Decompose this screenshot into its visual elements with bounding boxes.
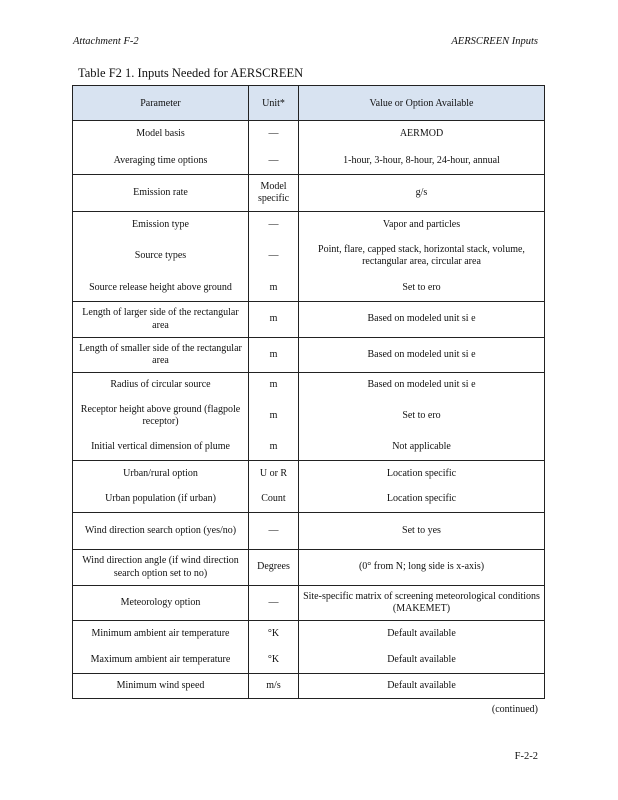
unit-cell: — bbox=[249, 238, 299, 275]
table-row bbox=[73, 550, 545, 586]
table-row bbox=[73, 621, 545, 647]
value-cell: Site-specific matrix of screening meteorological conditions (MAKEMET) bbox=[299, 586, 545, 621]
column-header-parameter: Parameter bbox=[73, 86, 249, 121]
value-cell: Set to ero bbox=[299, 398, 545, 435]
table-row bbox=[73, 398, 545, 435]
column-header-value: Value or Option Available bbox=[299, 86, 545, 121]
unit-cell: m bbox=[249, 338, 299, 373]
inputs-table bbox=[72, 85, 545, 699]
value-cell: Location specific bbox=[299, 487, 545, 513]
column-header-unit: Unit* bbox=[249, 86, 299, 121]
value-cell: g/s bbox=[299, 175, 545, 212]
parameter-cell: Source types bbox=[73, 238, 249, 275]
table-row bbox=[73, 121, 545, 148]
table-row bbox=[73, 148, 545, 175]
parameter-cell: Emission type bbox=[73, 212, 249, 238]
table-row bbox=[73, 238, 545, 275]
table-row bbox=[73, 275, 545, 302]
table-row bbox=[73, 461, 545, 487]
parameter-cell: Initial vertical dimension of plume bbox=[73, 435, 249, 461]
unit-cell: — bbox=[249, 586, 299, 621]
unit-cell: m/s bbox=[249, 674, 299, 699]
parameter-cell: Length of smaller side of the rectangular area bbox=[73, 338, 249, 373]
parameter-cell: Averaging time options bbox=[73, 148, 249, 175]
unit-cell: U or R bbox=[249, 461, 299, 487]
parameter-cell: Wind direction search option (yes/no) bbox=[73, 513, 249, 550]
table-row bbox=[73, 586, 545, 621]
unit-cell: m bbox=[249, 398, 299, 435]
value-cell: Not applicable bbox=[299, 435, 545, 461]
table-row bbox=[73, 338, 545, 373]
parameter-cell: Length of larger side of the rectangular area bbox=[73, 302, 249, 338]
table-row bbox=[73, 175, 545, 212]
value-cell: Based on modeled unit si e bbox=[299, 373, 545, 398]
table-row bbox=[73, 487, 545, 513]
value-cell: Based on modeled unit si e bbox=[299, 338, 545, 373]
table-caption: Table F2 1. Inputs Needed for AERSCREEN bbox=[78, 66, 304, 80]
parameter-cell: Emission rate bbox=[73, 175, 249, 212]
table-row bbox=[73, 674, 545, 699]
running-header-left: Attachment F-2 bbox=[73, 36, 139, 47]
value-cell: Set to yes bbox=[299, 513, 545, 550]
table-row bbox=[73, 435, 545, 461]
value-cell: AERMOD bbox=[299, 121, 545, 148]
value-cell: Set to ero bbox=[299, 275, 545, 302]
unit-cell: °K bbox=[249, 647, 299, 674]
table-row bbox=[73, 373, 545, 398]
value-cell: Vapor and particles bbox=[299, 212, 545, 238]
header-row bbox=[73, 86, 545, 121]
page-number: F-2-2 bbox=[514, 751, 538, 762]
table-row bbox=[73, 513, 545, 550]
table-body bbox=[73, 121, 545, 699]
value-cell: Default available bbox=[299, 674, 545, 699]
parameter-cell: Minimum wind speed bbox=[73, 674, 249, 699]
unit-cell: m bbox=[249, 275, 299, 302]
value-cell: Based on modeled unit si e bbox=[299, 302, 545, 338]
unit-cell: °K bbox=[249, 621, 299, 647]
table-header bbox=[73, 86, 545, 121]
value-cell: Default available bbox=[299, 647, 545, 674]
unit-cell: — bbox=[249, 212, 299, 238]
parameter-cell: Urban/rural option bbox=[73, 461, 249, 487]
table-row bbox=[73, 212, 545, 238]
unit-cell: Count bbox=[249, 487, 299, 513]
unit-cell: Model specific bbox=[249, 175, 299, 212]
parameter-cell: Radius of circular source bbox=[73, 373, 249, 398]
parameter-cell: Meteorology option bbox=[73, 586, 249, 621]
parameter-cell: Model basis bbox=[73, 121, 249, 148]
unit-cell: — bbox=[249, 513, 299, 550]
value-cell: (0° from N; long side is x-axis) bbox=[299, 550, 545, 586]
unit-cell: — bbox=[249, 148, 299, 175]
continued-note: (continued) bbox=[491, 704, 538, 715]
unit-cell: m bbox=[249, 302, 299, 338]
parameter-cell: Minimum ambient air temperature bbox=[73, 621, 249, 647]
unit-cell: m bbox=[249, 435, 299, 461]
table-row bbox=[73, 647, 545, 674]
unit-cell: Degrees bbox=[249, 550, 299, 586]
value-cell: Point, flare, capped stack, horizontal stack, volume, rectangular area, circular area bbox=[299, 238, 545, 275]
parameter-cell: Receptor height above ground (flagpole receptor) bbox=[73, 398, 249, 435]
parameter-cell: Maximum ambient air temperature bbox=[73, 647, 249, 674]
unit-cell: m bbox=[249, 373, 299, 398]
value-cell: Default available bbox=[299, 621, 545, 647]
parameter-cell: Source release height above ground bbox=[73, 275, 249, 302]
parameter-cell: Urban population (if urban) bbox=[73, 487, 249, 513]
parameter-cell: Wind direction angle (if wind direction search option set to no) bbox=[73, 550, 249, 586]
value-cell: Location specific bbox=[299, 461, 545, 487]
value-cell: 1-hour, 3-hour, 8-hour, 24-hour, annual bbox=[299, 148, 545, 175]
table-row bbox=[73, 302, 545, 338]
running-header-right: AERSCREEN Inputs bbox=[451, 36, 538, 47]
unit-cell: — bbox=[249, 121, 299, 148]
